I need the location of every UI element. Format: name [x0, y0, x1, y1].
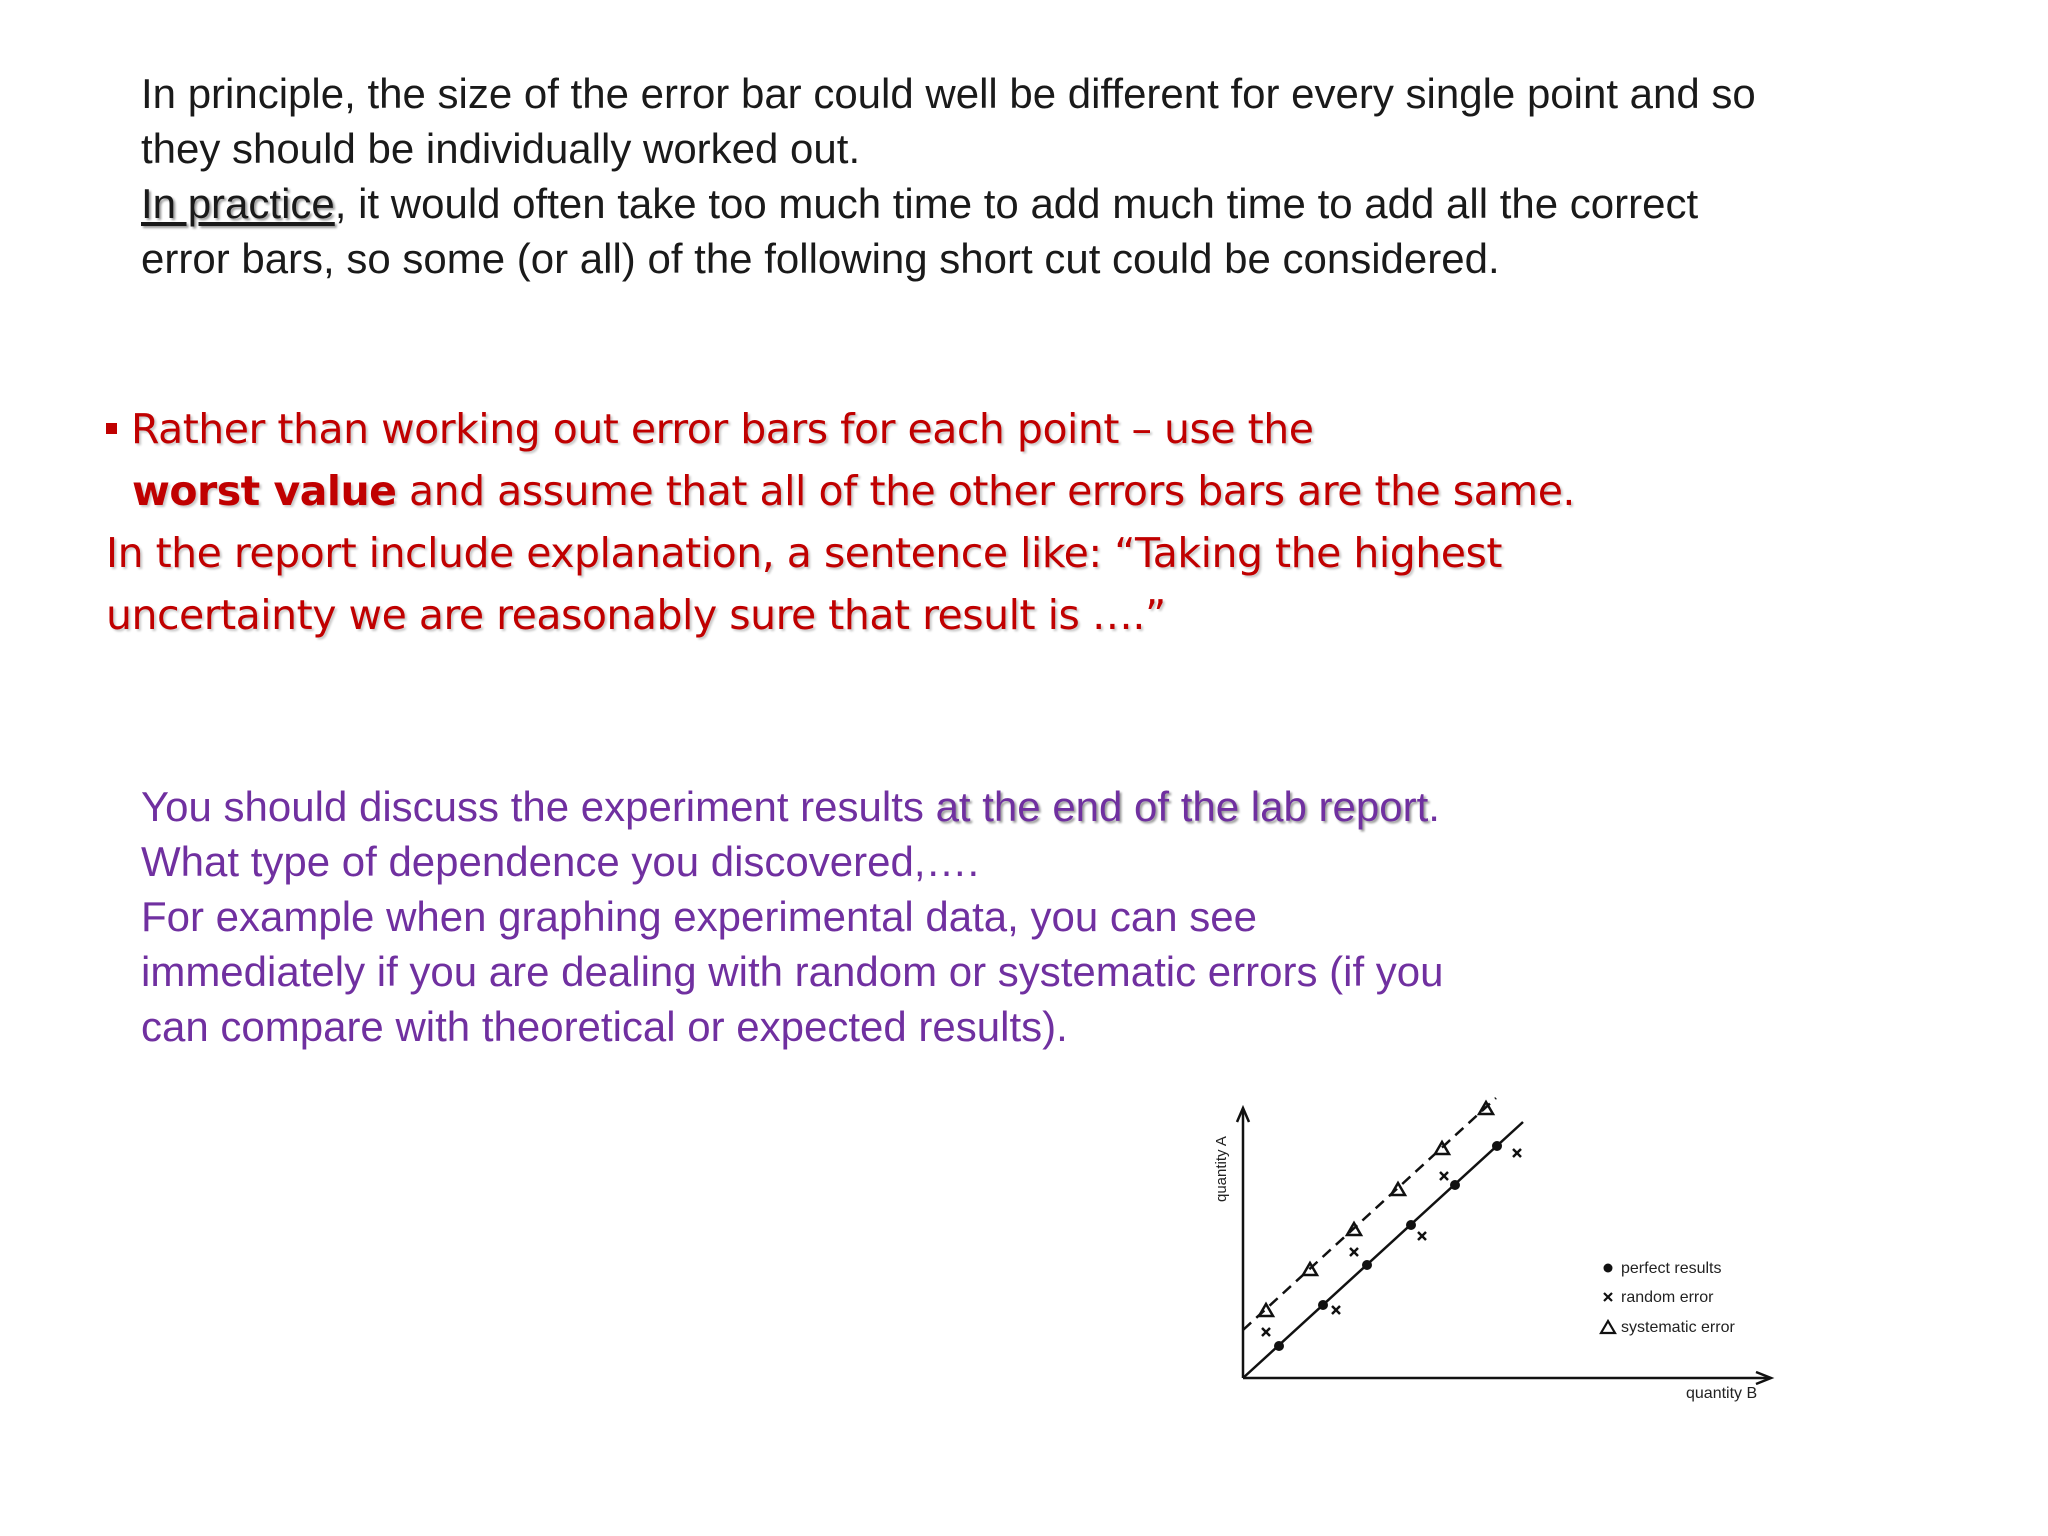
in-practice-emphasis: In practice [141, 180, 335, 227]
intro-line-2: they should be individually worked out. [141, 125, 861, 172]
legend-random: random error [1621, 1289, 1714, 1306]
systematic-legend-marker [1601, 1321, 1615, 1333]
worst-value-tip [106, 398, 1806, 646]
systematic-error-line [1243, 1098, 1496, 1330]
perfect-point [1362, 1260, 1372, 1270]
discuss-line-1-end: . [1428, 783, 1440, 830]
square-bullet-icon [106, 423, 117, 434]
random-point [1440, 1172, 1448, 1180]
discussion-paragraph [141, 779, 1841, 1054]
intro-paragraph [141, 66, 2001, 286]
random-point [1513, 1149, 1521, 1157]
tip-line-2 [106, 460, 1806, 522]
intro-line-3 [141, 176, 2001, 231]
discuss-line-2: What type of dependence you discovered,…. [141, 838, 980, 885]
intro-line-1: In principle, the size of the error bar could well be different for every single point and so [141, 70, 1756, 117]
discuss-line-4: immediately if you are dealing with random or systematic errors (if you [141, 948, 1444, 995]
perfect-point [1406, 1220, 1416, 1230]
worst-value-emphasis: worst value [132, 467, 397, 515]
random-legend-marker [1604, 1293, 1612, 1301]
perfect-point [1318, 1300, 1328, 1310]
tip-line-1 [106, 398, 1806, 460]
perfect-legend-marker [1604, 1264, 1613, 1273]
error-types-figure [1200, 1090, 1800, 1420]
tip-line-2-rest: and assume that all of the other errors bars are the same. [396, 467, 1575, 515]
perfect-point [1492, 1141, 1502, 1151]
error-types-diagram [1200, 1090, 1800, 1420]
y-axis-label: quantity A [1213, 1136, 1230, 1202]
end-of-report-emphasis: at the end of the lab report [935, 783, 1429, 830]
perfect-results-line [1243, 1122, 1523, 1378]
perfect-point [1450, 1180, 1460, 1190]
legend-perfect: perfect results [1621, 1260, 1722, 1277]
tip-line-4: uncertainty we are reasonably sure that result is ….” [106, 591, 1166, 639]
x-axis-label: quantity B [1686, 1385, 1758, 1402]
discuss-line-1-start: You should discuss the experiment results [141, 783, 936, 830]
discuss-line-5: can compare with theoretical or expected results). [141, 1003, 1068, 1050]
systematic-point [1391, 1183, 1405, 1195]
random-point [1332, 1306, 1340, 1314]
random-point [1262, 1328, 1270, 1336]
random-point [1418, 1232, 1426, 1240]
discuss-line-3: For example when graphing experimental data, you can see [141, 893, 1257, 940]
intro-line-3-rest: , it would often take too much time to add much time to add all the correct [334, 180, 1699, 227]
legend [1601, 1260, 1735, 1336]
tip-line-1-text: Rather than working out error bars for each point – use the [131, 405, 1314, 453]
axes [1237, 1108, 1771, 1384]
discuss-line-1 [141, 779, 1841, 834]
random-point [1350, 1248, 1358, 1256]
tip-line-3: In the report include explanation, a sentence like: “Taking the highest [106, 529, 1502, 577]
perfect-point [1274, 1341, 1284, 1351]
intro-line-4: error bars, so some (or all) of the following short cut could be considered. [141, 235, 1500, 282]
legend-systematic: systematic error [1621, 1319, 1735, 1336]
